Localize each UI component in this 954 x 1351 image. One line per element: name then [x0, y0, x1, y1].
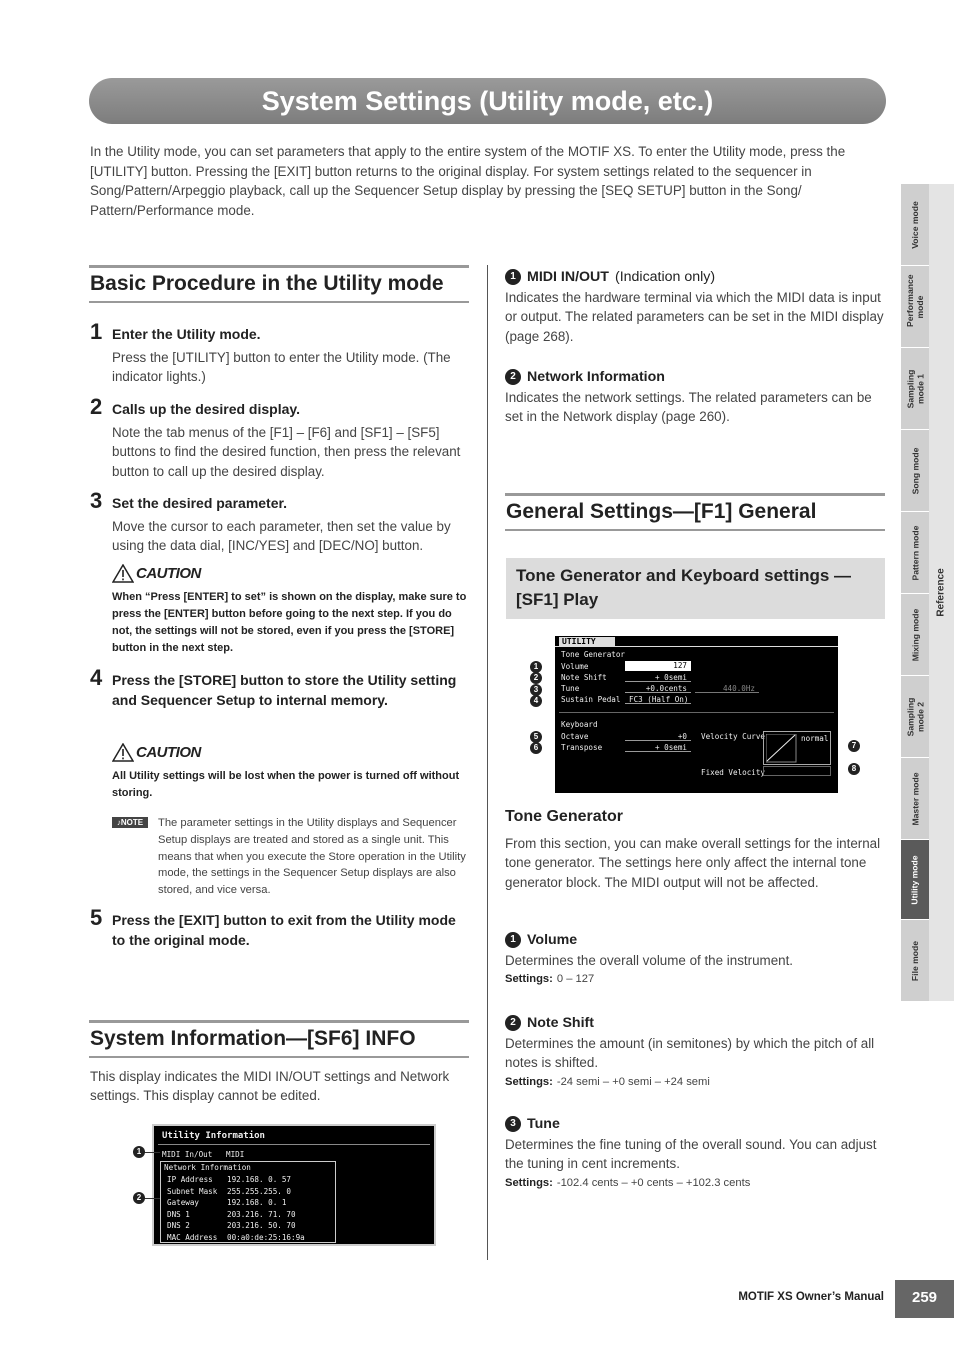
kb-rows: [561, 731, 602, 753]
item-head-note: (Indication only): [614, 269, 716, 285]
reference-label: Reference: [936, 568, 948, 617]
screen-divider: [555, 646, 838, 647]
tone-generator-heading: Tone Generator: [505, 808, 623, 825]
step-body: Note the tab menus of the [F1] – [F6] and [SF1] – [SF5] buttons to find the desired function, then press the relevant button to call up the desired display.: [112, 425, 461, 479]
midi-value: MIDI: [226, 1150, 245, 1159]
param-tune: [505, 1114, 885, 1189]
network-value: 203.216. 50. 70: [227, 1221, 296, 1230]
note-box: [112, 815, 470, 899]
page-number: 259: [895, 1280, 954, 1318]
column-divider: [487, 265, 488, 1260]
section-divider: [559, 712, 834, 713]
octave-field[interactable]: +0: [625, 732, 691, 741]
network-value: 203.216. 71. 70: [227, 1209, 296, 1219]
network-row: [167, 1174, 332, 1186]
step-number: 3: [90, 488, 103, 513]
utility-play-screen: [555, 636, 838, 793]
warning-icon: [112, 564, 134, 583]
item-body: Indicates the hardware terminal via which the MIDI data is input or output. The related parameters can be set in the MIDI display (page 268).: [505, 290, 884, 344]
midi-label: MIDI In/Out: [162, 1150, 213, 1159]
step-head: Press the [EXIT] button to exit from the Utility mode to the original mode.: [112, 912, 456, 948]
network-value: 255.255.255. 0: [227, 1186, 292, 1196]
subheading-box: Tone Generator and Keyboard settings —[SF1] Play: [506, 558, 885, 619]
tab-label: Sampling mode 2: [905, 697, 925, 736]
tab-label: Performance mode: [905, 273, 925, 327]
caution-2: [112, 743, 472, 802]
callout-6: 6: [530, 742, 542, 754]
utility-info-screen: [152, 1124, 436, 1246]
bullet-number: 1: [505, 269, 521, 285]
param-settings: [505, 973, 885, 985]
screen-divider: [158, 1144, 430, 1145]
param-name: Volume: [527, 932, 578, 948]
system-info-heading: System Information—[SF6] INFO: [89, 1020, 469, 1058]
network-row: [167, 1186, 332, 1198]
tab-label: Mixing mode: [910, 608, 920, 661]
basic-procedure-heading: Basic Procedure in the Utility mode: [89, 265, 469, 303]
settings-value: -24 semi – +0 semi – +24 semi: [556, 1075, 710, 1088]
param-body: Determines the overall volume of the instrument.: [505, 953, 794, 968]
tg-row: Sustain Pedal: [561, 695, 621, 704]
callout-8: 8: [848, 763, 860, 775]
kb-row: Octave: [561, 732, 589, 741]
param-settings: [505, 1177, 885, 1189]
tune-hz-field: 440.0Hz: [695, 684, 759, 693]
tone-generator-label: Tone Generator: [561, 650, 626, 659]
step-number: 2: [90, 394, 103, 419]
tab-sampling-mode-1[interactable]: [901, 348, 929, 430]
tab-label: Utility mode: [910, 854, 920, 905]
step-4: [90, 665, 470, 710]
tg-row: Volume: [561, 662, 589, 671]
param-body: Determines the amount (in semitones) by which the pitch of all notes is shifted.: [505, 1036, 875, 1071]
reference-strip: [929, 184, 954, 1001]
step-number: 4: [90, 665, 103, 690]
tab-utility-mode[interactable]: [901, 840, 929, 920]
settings-value: 0 – 127: [556, 973, 595, 986]
step-head: Enter the Utility mode.: [112, 326, 261, 342]
tg-row: Note Shift: [561, 673, 607, 682]
callout-1: 1: [530, 661, 542, 673]
step-number: 1: [90, 319, 103, 344]
param-volume: [505, 930, 885, 985]
warning-icon: [112, 743, 134, 762]
tab-mixing-mode[interactable]: [901, 594, 929, 676]
tab-label: Song mode: [910, 447, 921, 494]
network-row: [167, 1209, 332, 1221]
tune-field[interactable]: +0.0cents: [625, 684, 691, 693]
network-rows: [167, 1174, 332, 1243]
velocity-curve-box[interactable]: [763, 731, 831, 765]
callout-2: 2: [530, 672, 542, 684]
note-shift-field[interactable]: + 0semi: [625, 673, 691, 682]
tg-rows: [561, 661, 620, 705]
item-head: Network Information: [527, 369, 665, 385]
kb-row: Transpose: [561, 743, 603, 752]
bullet-number: 2: [505, 369, 521, 385]
item-head: MIDI IN/OUT: [527, 269, 609, 285]
step-body: Move the cursor to each parameter, then set the value by using the data dial, [INC/YES] and [DEC/NO] button.: [112, 519, 451, 554]
step-1: [90, 319, 470, 387]
tone-generator-body: From this section, you can make overall settings for the internal tone generator. The settings here only affect the internal tone generator block. The MIDI output will not be affected.: [505, 836, 881, 890]
bullet-number: 2: [505, 1015, 521, 1031]
note-badge: ♪NOTE: [112, 817, 148, 828]
param-note-shift: [505, 1013, 885, 1088]
callout-leader: [144, 1198, 160, 1199]
settings-label: Settings:: [505, 1075, 553, 1088]
network-key: IP Address: [167, 1175, 213, 1184]
mode-tabs: [901, 184, 929, 1001]
callout-2: 2: [133, 1192, 145, 1204]
velocity-curve-value: normal: [801, 734, 829, 743]
caution-label: CAUTION: [136, 744, 201, 761]
network-row: [167, 1220, 332, 1232]
bullet-number: 3: [505, 1116, 521, 1132]
callout-4: 4: [530, 695, 542, 707]
bullet-number: 1: [505, 932, 521, 948]
settings-value: -102.4 cents – +0 cents – +102.3 cents: [556, 1176, 751, 1189]
tab-label: Voice mode: [910, 200, 921, 249]
settings-label: Settings:: [505, 1176, 553, 1189]
transpose-field[interactable]: + 0semi: [625, 743, 691, 752]
caution-label: CAUTION: [136, 565, 201, 582]
network-value: 192.168. 0. 1: [227, 1198, 287, 1207]
step-head: Press the [STORE] button to store the Utility setting and Sequencer Setup to internal memory.: [112, 672, 457, 708]
tab-master-mode[interactable]: [901, 758, 929, 840]
screen-tab: UTILITY: [559, 637, 615, 646]
network-value: 192.168. 0. 57: [227, 1175, 292, 1184]
velocity-curve-graph: [766, 734, 798, 764]
caution-text: All Utility settings will be lost when the power is turned off without storing.: [112, 770, 460, 799]
step-body: Press the [UTILITY] button to enter the Utility mode. (The indicator lights.): [112, 350, 451, 385]
callout-5: 5: [530, 731, 542, 743]
velocity-curve-label: Velocity Curve: [701, 732, 766, 741]
step-head: Calls up the desired display.: [112, 401, 301, 417]
system-info-body: This display indicates the MIDI IN/OUT settings and Network settings. This display cannot be edited.: [90, 1069, 450, 1104]
callout-3: 3: [530, 684, 542, 696]
note-text: The parameter settings in the Utility displays and Sequencer Setup displays are treated and stored as a single unit. This means that when you execute the Store operation in the Utility mode, the settings in the Sequencer Setup displays are also stored, and vice versa.: [158, 817, 466, 897]
param-name: Tune: [527, 1116, 560, 1132]
network-key: DNS 1: [167, 1209, 190, 1219]
param-body: Determines the fine tuning of the overall sound. You can adjust the tuning in cent increments.: [505, 1137, 877, 1172]
sustain-pedal-field[interactable]: FC3 (Half On): [625, 695, 691, 704]
network-value: 00:a0:de:25:16:9a: [227, 1232, 305, 1242]
tab-file-mode[interactable]: [901, 920, 929, 1001]
tab-label: Pattern mode: [910, 525, 921, 580]
fixed-velocity-field[interactable]: [763, 766, 831, 776]
tab-sampling-mode-2[interactable]: [901, 676, 929, 758]
tg-row: Tune: [561, 684, 580, 693]
network-row: [167, 1232, 332, 1244]
tab-label: Master mode: [910, 771, 921, 826]
tab-performance-mode[interactable]: [901, 266, 929, 348]
tab-label: Sampling mode 1: [905, 369, 925, 408]
settings-label: Settings:: [505, 973, 553, 986]
callout-7: 7: [848, 740, 860, 752]
step-head: Set the desired parameter.: [112, 495, 288, 511]
keyboard-label: Keyboard: [561, 720, 598, 729]
general-settings-heading: General Settings—[F1] General: [505, 493, 885, 531]
network-key: Subnet Mask: [167, 1186, 218, 1196]
midi-in-out-item: [505, 267, 885, 346]
caution-1: [112, 564, 472, 657]
page-title: System Settings (Utility mode, etc.): [89, 78, 886, 124]
network-row: [167, 1197, 332, 1209]
caution-text: When “Press [ENTER] to set” is shown on the display, make sure to press the [ENTER] button before going to the next step. If you do not, the settings will not be stored, even if you press the [STORE] button in the next step.: [112, 591, 467, 654]
network-key: Gateway: [167, 1198, 200, 1207]
network-key: MAC Address: [167, 1232, 218, 1242]
callout-leader: [144, 1152, 160, 1153]
footer-manual-title: MOTIF XS Owner’s Manual: [738, 1291, 884, 1303]
tab-label: File mode: [910, 940, 920, 981]
step-2: [90, 394, 470, 481]
network-label: Network Information: [164, 1163, 251, 1172]
network-key: DNS 2: [167, 1221, 190, 1230]
network-info-item: [505, 367, 885, 427]
screen-title: Utility Information: [162, 1131, 265, 1141]
tab-voice-mode[interactable]: [901, 184, 929, 266]
item-body: Indicates the network settings. The related parameters can be set in the Network display (page 260).: [505, 390, 872, 425]
step-number: 5: [90, 905, 103, 930]
callout-1: 1: [133, 1146, 145, 1158]
intro-paragraph: In the Utility mode, you can set parameters that apply to the entire system of the MOTIF XS. To enter the Utility mode, press the [UTILITY] button. Pressing the [EXIT] button returns to the original display. For system settings related to the sequencer in Song/Pattern/Arpeggio playback, call up the Sequencer Setup display by pressing the [SEQ SETUP] button in the Song/ Pattern/Performance mode.: [90, 144, 846, 218]
tab-song-mode[interactable]: [901, 430, 929, 512]
network-info-box: [160, 1161, 336, 1243]
fixed-velocity-label: Fixed Velocity: [701, 768, 766, 777]
tab-pattern-mode[interactable]: [901, 512, 929, 594]
param-name: Note Shift: [527, 1015, 594, 1031]
step-3: [90, 488, 470, 556]
step-5: [90, 905, 470, 950]
volume-field[interactable]: 127: [625, 661, 691, 671]
param-settings: [505, 1076, 885, 1088]
